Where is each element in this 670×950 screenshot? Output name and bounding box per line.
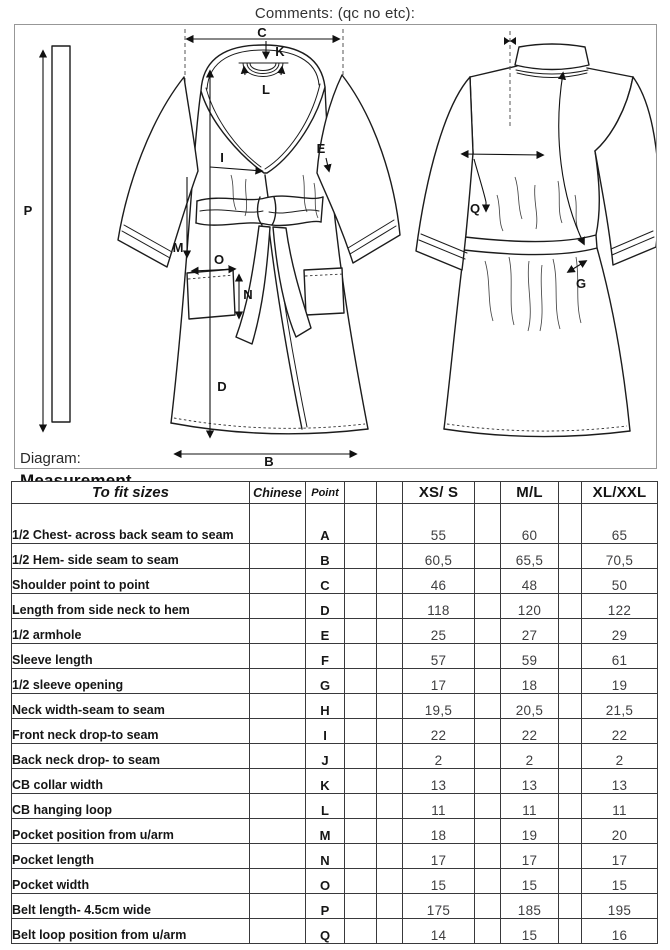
measurement-label: Belt length- 4.5cm wide	[12, 894, 250, 919]
technical-sketch	[15, 25, 656, 468]
value-xs-s: 14	[403, 919, 475, 944]
measurement-label: Front neck drop-to seam	[12, 719, 250, 744]
chinese-cell	[250, 719, 306, 744]
measurement-label: CB hanging loop	[12, 794, 250, 819]
empty-cell	[559, 894, 582, 919]
empty-cell	[559, 544, 582, 569]
empty-cell	[377, 694, 403, 719]
value-m-l: 185	[501, 894, 559, 919]
point-letter: N	[306, 844, 345, 869]
point-letter: D	[306, 594, 345, 619]
empty-header-cell	[377, 482, 403, 504]
value-xs-s: 46	[403, 569, 475, 594]
chinese-cell	[250, 844, 306, 869]
chinese-cell	[250, 694, 306, 719]
empty-cell	[475, 504, 501, 544]
point-letter: M	[306, 819, 345, 844]
value-xs-s: 17	[403, 669, 475, 694]
empty-cell	[377, 719, 403, 744]
table-row	[12, 819, 658, 844]
value-xl-xxl: 50	[582, 569, 658, 594]
belt-strip	[24, 46, 70, 431]
value-xl-xxl: 15	[582, 869, 658, 894]
pocket-left	[187, 269, 235, 319]
value-xl-xxl: 122	[582, 594, 658, 619]
empty-cell	[475, 669, 501, 694]
empty-header-cell	[475, 482, 501, 504]
empty-cell	[345, 594, 377, 619]
measurement-label: Belt loop position from u/arm	[12, 919, 250, 944]
col-header-to-fit-sizes: To fit sizes	[12, 482, 250, 504]
table-row	[12, 669, 658, 694]
point-letter: B	[306, 544, 345, 569]
chinese-cell	[250, 794, 306, 819]
dim-label-c: C	[257, 25, 267, 40]
value-xs-s: 55	[403, 504, 475, 544]
empty-cell	[475, 869, 501, 894]
point-letter: J	[306, 744, 345, 769]
dim-label-b: B	[264, 454, 274, 468]
empty-cell	[345, 794, 377, 819]
point-letter: P	[306, 894, 345, 919]
value-xs-s: 19,5	[403, 694, 475, 719]
measurement-label: Pocket width	[12, 869, 250, 894]
value-xs-s: 13	[403, 769, 475, 794]
empty-cell	[475, 619, 501, 644]
value-xl-xxl: 29	[582, 619, 658, 644]
table-row	[12, 919, 658, 944]
empty-cell	[559, 619, 582, 644]
empty-cell	[475, 694, 501, 719]
empty-cell	[475, 844, 501, 869]
empty-cell	[559, 794, 582, 819]
dim-label-e: E	[316, 141, 326, 156]
empty-cell	[377, 894, 403, 919]
empty-cell	[475, 769, 501, 794]
point-letter: Q	[306, 919, 345, 944]
empty-cell	[345, 669, 377, 694]
empty-cell	[377, 919, 403, 944]
empty-cell	[377, 644, 403, 669]
table-row	[12, 869, 658, 894]
value-xl-xxl: 19	[582, 669, 658, 694]
empty-cell	[559, 844, 582, 869]
chinese-cell	[250, 644, 306, 669]
empty-cell	[475, 819, 501, 844]
dim-label-o: O	[213, 252, 225, 267]
value-m-l: 19	[501, 819, 559, 844]
dim-label-n: N	[243, 287, 253, 302]
value-m-l: 27	[501, 619, 559, 644]
measurement-label: Pocket length	[12, 844, 250, 869]
table-row	[12, 744, 658, 769]
table-row	[12, 719, 658, 744]
value-xs-s: 11	[403, 794, 475, 819]
empty-cell	[345, 694, 377, 719]
robe-front-view	[118, 25, 400, 468]
dim-label-l: L	[262, 82, 270, 97]
empty-cell	[377, 504, 403, 544]
value-xs-s: 2	[403, 744, 475, 769]
value-m-l: 17	[501, 844, 559, 869]
dim-label-q: Q	[469, 201, 481, 216]
robe-back-view	[416, 31, 656, 437]
empty-cell	[345, 644, 377, 669]
pocket-right	[304, 268, 344, 315]
diagram-box	[14, 24, 657, 469]
chinese-cell	[250, 544, 306, 569]
point-letter: O	[306, 869, 345, 894]
empty-cell	[377, 844, 403, 869]
chinese-cell	[250, 594, 306, 619]
value-xs-s: 118	[403, 594, 475, 619]
empty-cell	[377, 869, 403, 894]
value-m-l: 59	[501, 644, 559, 669]
point-letter: E	[306, 619, 345, 644]
value-m-l: 15	[501, 869, 559, 894]
empty-cell	[475, 894, 501, 919]
value-xl-xxl: 70,5	[582, 544, 658, 569]
chinese-cell	[250, 894, 306, 919]
empty-cell	[377, 619, 403, 644]
point-letter: I	[306, 719, 345, 744]
table-row	[12, 594, 658, 619]
chinese-cell	[250, 769, 306, 794]
value-m-l: 15	[501, 919, 559, 944]
col-header-chinese: Chinese	[250, 482, 306, 504]
empty-cell	[475, 919, 501, 944]
empty-cell	[559, 869, 582, 894]
value-xl-xxl: 22	[582, 719, 658, 744]
value-xs-s: 17	[403, 844, 475, 869]
value-m-l: 22	[501, 719, 559, 744]
dim-label-p: P	[23, 203, 33, 218]
table-row	[12, 569, 658, 594]
empty-cell	[377, 569, 403, 594]
table-row	[12, 544, 658, 569]
diagram-label: Diagram:	[20, 450, 81, 467]
table-header-row	[12, 482, 658, 504]
measurement-label: 1/2 Hem- side seam to seam	[12, 544, 250, 569]
belt-flat	[52, 46, 70, 422]
col-header-point: Point	[306, 482, 345, 504]
measurement-label: 1/2 sleeve opening	[12, 669, 250, 694]
table-row	[12, 894, 658, 919]
empty-cell	[377, 594, 403, 619]
empty-cell	[559, 644, 582, 669]
empty-cell	[345, 619, 377, 644]
empty-cell	[345, 919, 377, 944]
value-m-l: 11	[501, 794, 559, 819]
value-xl-xxl: 13	[582, 769, 658, 794]
empty-cell	[377, 744, 403, 769]
empty-cell	[559, 819, 582, 844]
value-m-l: 48	[501, 569, 559, 594]
table-row	[12, 619, 658, 644]
empty-cell	[475, 544, 501, 569]
value-xl-xxl: 20	[582, 819, 658, 844]
empty-cell	[559, 694, 582, 719]
empty-cell	[559, 594, 582, 619]
table-row	[12, 644, 658, 669]
point-letter: G	[306, 669, 345, 694]
empty-cell	[559, 744, 582, 769]
table-row	[12, 504, 658, 544]
empty-cell	[345, 744, 377, 769]
back-collar	[515, 44, 589, 70]
value-m-l: 65,5	[501, 544, 559, 569]
empty-cell	[345, 569, 377, 594]
chinese-cell	[250, 819, 306, 844]
empty-cell	[345, 544, 377, 569]
measurement-label: CB collar width	[12, 769, 250, 794]
empty-cell	[475, 794, 501, 819]
col-header-xs-s: XS/ S	[403, 482, 475, 504]
dim-label-g: G	[575, 276, 587, 291]
value-xs-s: 15	[403, 869, 475, 894]
measurement-table	[11, 481, 658, 944]
point-letter: H	[306, 694, 345, 719]
point-letter: K	[306, 769, 345, 794]
empty-cell	[345, 719, 377, 744]
chinese-cell	[250, 504, 306, 544]
value-xl-xxl: 65	[582, 504, 658, 544]
empty-cell	[345, 894, 377, 919]
empty-cell	[377, 669, 403, 694]
value-xl-xxl: 11	[582, 794, 658, 819]
value-m-l: 18	[501, 669, 559, 694]
table-row	[12, 694, 658, 719]
empty-cell	[377, 819, 403, 844]
measurement-label: Neck width-seam to seam	[12, 694, 250, 719]
value-xl-xxl: 61	[582, 644, 658, 669]
front-sleeve-left	[118, 77, 198, 267]
empty-cell	[377, 544, 403, 569]
table-row	[12, 844, 658, 869]
empty-cell	[377, 769, 403, 794]
dim-label-i: I	[220, 150, 224, 165]
dim-label-m: M	[172, 240, 184, 255]
value-m-l: 120	[501, 594, 559, 619]
value-xs-s: 57	[403, 644, 475, 669]
empty-cell	[475, 569, 501, 594]
empty-cell	[475, 744, 501, 769]
dim-label-k: K	[275, 44, 285, 59]
empty-cell	[345, 819, 377, 844]
value-xs-s: 175	[403, 894, 475, 919]
empty-cell	[559, 769, 582, 794]
empty-cell	[475, 644, 501, 669]
value-m-l: 60	[501, 504, 559, 544]
measurement-label: Sleeve length	[12, 644, 250, 669]
empty-cell	[559, 569, 582, 594]
dim-label-d: D	[217, 379, 227, 394]
chinese-cell	[250, 744, 306, 769]
value-xs-s: 18	[403, 819, 475, 844]
empty-cell	[559, 719, 582, 744]
value-xl-xxl: 21,5	[582, 694, 658, 719]
chinese-cell	[250, 919, 306, 944]
value-xs-s: 60,5	[403, 544, 475, 569]
chinese-cell	[250, 869, 306, 894]
value-m-l: 2	[501, 744, 559, 769]
measurement-label: Shoulder point to point	[12, 569, 250, 594]
comments-label: Comments: (qc no etc):	[254, 5, 416, 22]
empty-cell	[377, 794, 403, 819]
measurement-label: Back neck drop- to seam	[12, 744, 250, 769]
value-xl-xxl: 195	[582, 894, 658, 919]
point-letter: F	[306, 644, 345, 669]
point-letter: A	[306, 504, 345, 544]
empty-cell	[559, 669, 582, 694]
measurement-label: 1/2 armhole	[12, 619, 250, 644]
chinese-cell	[250, 619, 306, 644]
table-row	[12, 794, 658, 819]
value-xs-s: 25	[403, 619, 475, 644]
value-xl-xxl: 17	[582, 844, 658, 869]
back-sleeve-left	[416, 77, 473, 270]
empty-cell	[345, 504, 377, 544]
table-row	[12, 769, 658, 794]
measurement-label: 1/2 Chest- across back seam to seam	[12, 504, 250, 544]
value-m-l: 13	[501, 769, 559, 794]
point-letter: L	[306, 794, 345, 819]
empty-header-cell	[345, 482, 377, 504]
empty-cell	[559, 919, 582, 944]
col-header-xl-xxl: XL/XXL	[582, 482, 658, 504]
empty-cell	[345, 769, 377, 794]
value-xs-s: 22	[403, 719, 475, 744]
measurement-label: Length from side neck to hem	[12, 594, 250, 619]
value-m-l: 20,5	[501, 694, 559, 719]
value-xl-xxl: 2	[582, 744, 658, 769]
col-header-m-l: M/L	[501, 482, 559, 504]
empty-header-cell	[559, 482, 582, 504]
chinese-cell	[250, 669, 306, 694]
empty-cell	[475, 594, 501, 619]
empty-cell	[475, 719, 501, 744]
empty-cell	[345, 869, 377, 894]
chinese-cell	[250, 569, 306, 594]
point-letter: C	[306, 569, 345, 594]
empty-cell	[345, 844, 377, 869]
measurement-label: Pocket position from u/arm	[12, 819, 250, 844]
measurement-table-body	[12, 504, 658, 944]
value-xl-xxl: 16	[582, 919, 658, 944]
empty-cell	[559, 504, 582, 544]
